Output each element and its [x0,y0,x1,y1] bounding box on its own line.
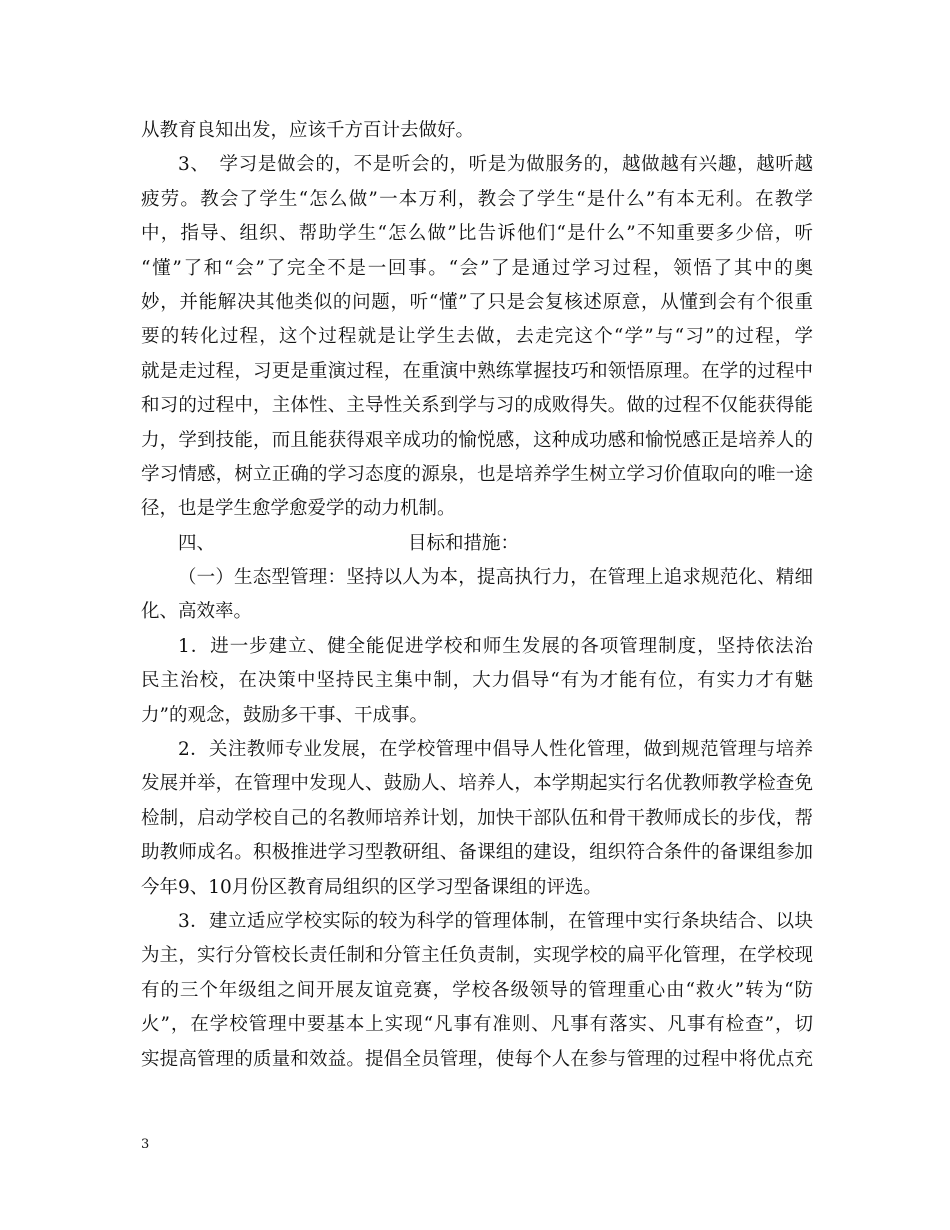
text-line: （一）生态型管理：坚持以人为本，提高执行力，在管理上追求规范化、精细 [178,567,813,589]
text-line: 从教育良知出发，应该千方百计去做好。 [141,120,475,141]
text-line: 1．进一步建立、健全能促进学校和师生发展的各项管理制度，坚持依法治 [178,635,813,657]
document-body [141,114,813,1077]
text-line: 为主，实行分管校长责任制和分管主任负责制，实现学校的扁平化管理，在学校现 [141,945,813,967]
text-line: 今年9、10月份区教育局组织的区学习型备课组的评选。 [141,876,602,898]
section-heading-title: 目标和措施： [408,532,520,554]
text-line: 学习情感，树立正确的学习态度的源泉，也是培养学生树立学习价值取向的唯一途 [141,463,813,485]
text-line: 火”，在学校管理中要基本上实现“凡事有准则、凡事有落实、凡事有检查”，切 [141,1014,813,1036]
text-line: 助教师成名。积极推进学习型教研组、备课组的建设，组织符合条件的备课组参加 [141,842,813,864]
text-line: 3、 学习是做会的，不是听会的，听是为做服务的，越做越有兴趣，越听越 [178,154,813,176]
text-line: 化、高效率。 [141,601,253,623]
text-line: 和习的过程中，主体性、主导性关系到学与习的成败得失。做的过程不仅能获得能 [141,395,813,417]
text-line: 民主治校，在决策中坚持民主集中制，大力倡导“有为才能有位，有实力才有魅 [141,670,813,692]
section-heading-number: 四、 [178,532,216,554]
text-line: 有的三个年级组之间开展友谊竞赛，学校各级领导的管理重心由“救火”转为“防 [141,979,813,1001]
text-line: 实提高管理的质量和效益。提倡全员管理，使每个人在参与管理的过程中将优点充 [141,1048,813,1070]
paragraph-block-before-heading [141,114,813,527]
text-line: 中，指导、组织、帮助学生“怎么做”比告诉他们“是什么”不知重要多少倍，听 [141,223,813,245]
text-line: 检制，启动学校自己的名教师培养计划，加快干部队伍和骨干教师成长的步伐，帮 [141,807,813,829]
text-line: 发展并举，在管理中发现人、鼓励人、培养人，本学期起实行名优教师教学检查免 [141,773,813,795]
section-heading [141,527,813,561]
text-line: 力”的观念，鼓励多干事、干成事。 [141,704,428,726]
text-line: 妙，并能解决其他类似的问题，听“懂”了只是会复核述原意，从懂到会有个很重 [141,291,813,313]
text-line: 要的转化过程，这个过程就是让学生去做，去走完这个“学”与“习”的过程，学 [141,326,813,348]
text-line: 疲劳。教会了学生“怎么做”一本万利，教会了学生“是什么”有本无利。在教学 [141,188,813,210]
text-line: 径，也是学生愈学愈爱学的动力机制。 [141,498,456,520]
page-number: 3 [141,1137,150,1152]
paragraph-block-after-heading [141,561,813,1077]
text-line: 2．关注教师专业发展，在学校管理中倡导人性化管理，做到规范管理与培养 [178,739,813,761]
text-line: 就是走过程，习更是重演过程，在重演中熟练掌握技巧和领悟原理。在学的过程中 [141,360,813,382]
text-line: “懂”了和“会”了完全不是一回事。“会”了是通过学习过程，领悟了其中的奥 [141,257,813,279]
text-line: 力，学到技能，而且能获得艰辛成功的愉悦感，这种成功感和愉悦感正是培养人的 [141,429,813,451]
text-line: 3．建立适应学校实际的较为科学的管理体制，在管理中实行条块结合、以块 [178,910,813,932]
